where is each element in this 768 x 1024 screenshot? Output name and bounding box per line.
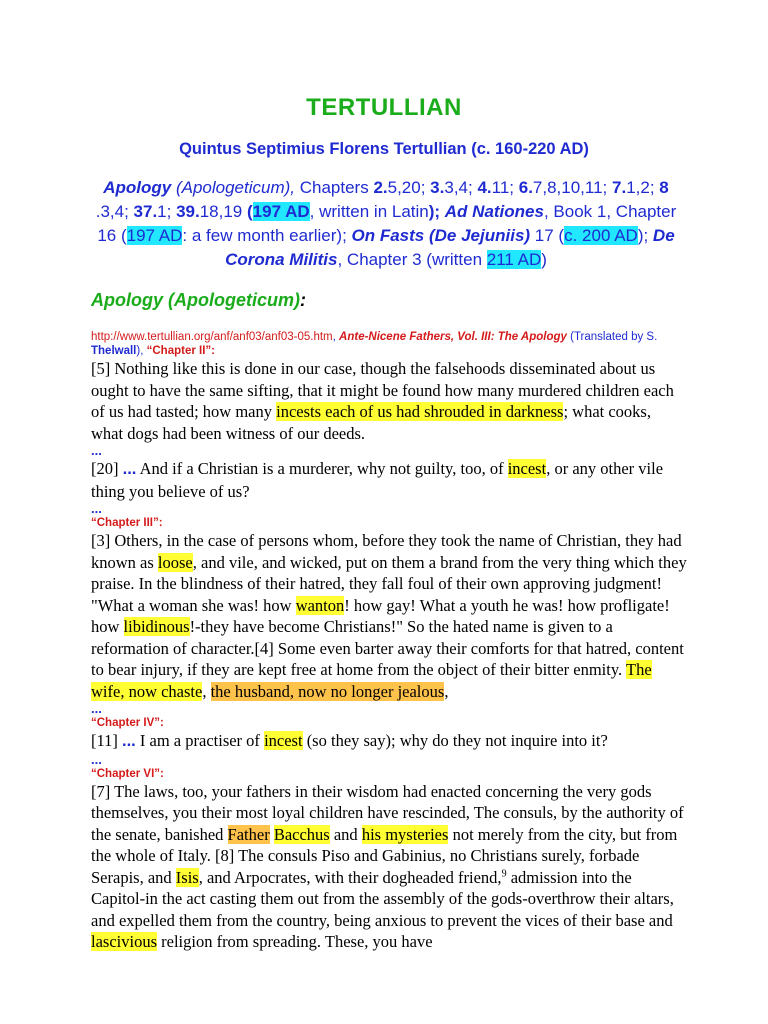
paragraph-ch2-20 xyxy=(91,458,687,502)
references-block xyxy=(86,176,686,272)
text-run: , or any other vile thing you believe of us? xyxy=(91,459,664,501)
highlight-lascivious: lascivious xyxy=(91,932,157,951)
paragraph-ch4 xyxy=(91,730,687,753)
source-translated: (Translated by S. xyxy=(566,331,658,343)
text-run: ; what cooks, what dogs had been witness of our deeds. xyxy=(91,402,651,443)
highlight-father: Father xyxy=(227,824,270,844)
ellipsis: ... xyxy=(91,751,102,767)
source-work: Ante-Nicene Fathers, Vol. III: The Apology xyxy=(339,331,567,343)
ref-corona-chapter: , Chapter 3 (written xyxy=(337,250,487,269)
highlight-loose: loose xyxy=(157,552,193,572)
ref-apology: Apology xyxy=(103,178,172,197)
ellipsis: ... xyxy=(91,701,102,716)
text-run: , and Arpocrates, with their dogheaded friend, xyxy=(198,867,502,887)
ref-ch6: 6. xyxy=(518,178,533,197)
ref-ch8: 8 xyxy=(659,178,669,197)
text-run: (so they say); why do they not inquire into it? xyxy=(302,731,608,750)
section-heading-text: Apology (Apologeticum) xyxy=(91,290,300,310)
source-translator: Thelwall xyxy=(91,345,137,357)
text-run: [5] Nothing like this is done in our case, though the falsehoods disseminated about us ought to have the same sifting, that it might be found how many murdered children each of us had tasted; how many xyxy=(91,359,674,421)
ref-open-paren: ( xyxy=(246,202,253,221)
highlight-incest-2: incest xyxy=(264,731,303,750)
ref-ch8-verses: .3,4; xyxy=(95,202,134,221)
ref-book: , Book 1, Chapter 16 ( xyxy=(97,202,677,245)
ref-ch39-verses: 18,19 xyxy=(199,202,247,221)
ref-ch6-verses: 7,8,10,11; xyxy=(532,178,613,197)
ref-written-latin: , written in Latin xyxy=(309,202,429,221)
text-run: religion from spreading. These, you have xyxy=(157,932,433,951)
ref-date-200-ad: c. 200 AD xyxy=(564,226,638,245)
ellipsis-inline: ... xyxy=(122,732,136,750)
highlight-libidinous: libidinous xyxy=(123,617,190,636)
source-url-link[interactable]: http://www.tertullian.org/anf/anf03/anf03-05.htm xyxy=(91,331,333,343)
ref-ch37-verses: 1; xyxy=(157,202,177,221)
highlight-isis: Isis xyxy=(175,867,199,887)
ref-apologeticum: (Apologeticum), xyxy=(171,178,295,197)
ref-date-211-ad: 211 AD xyxy=(486,250,542,269)
highlight-wife-chaste: The wife, now chaste xyxy=(91,660,652,701)
source-sep: , xyxy=(332,331,340,343)
paragraph-ch3 xyxy=(91,530,687,702)
ref-fasts-chapter: 17 ( xyxy=(530,226,565,245)
chapter-vi-label: “Chapter VI”: xyxy=(91,767,164,780)
text-run: [20] xyxy=(91,459,123,478)
highlight-his-mysteries: his mysteries xyxy=(361,824,449,844)
chapter-iv-label: “Chapter IV”: xyxy=(91,717,164,729)
ref-ch2-verses: 5,20; xyxy=(387,178,431,197)
text-run: And if a Christian is a murderer, why not guilty, too, of xyxy=(136,459,508,478)
ellipsis: ... xyxy=(91,443,102,458)
source-translated-end: ), xyxy=(136,345,147,357)
chapter-iii-label: “Chapter III”: xyxy=(91,517,163,529)
ref-earlier: : a few month earlier); xyxy=(182,226,352,245)
text-run: I am a practiser of xyxy=(135,731,265,750)
highlight-wanton: wanton xyxy=(295,595,345,615)
paragraph-ch2-5 xyxy=(91,358,687,444)
ref-de-corona: De Corona Militis xyxy=(225,226,675,269)
ref-ch7: 7. xyxy=(612,178,627,197)
section-heading-colon: : xyxy=(299,290,306,310)
text-run: and xyxy=(329,824,362,844)
text-run: ! how gay! What a youth he was! how profligate! how xyxy=(91,595,670,636)
ref-close-paren: ); xyxy=(428,202,445,221)
ref-ad-nationes: Ad Nationes xyxy=(444,202,544,221)
footnote-marker: 9 xyxy=(501,868,507,879)
ref-ch37: 37. xyxy=(133,202,158,221)
text-run: !-they have become Christians!" So the hated name is given to a reformation of character.[4] Some even barter away their comforts for that hatred, content to bear injury, if they are kept free at home from the object of their bitter enmity. xyxy=(91,617,684,679)
text-run: admission into the Capitol-in the act casting them out from the assembly of the gods-overthrow their altars, and expelled them from the country, being anxious to prevent the vices of their base and xyxy=(91,867,674,930)
text-run: , xyxy=(202,681,211,701)
ref-chapters-word: Chapters xyxy=(295,178,374,197)
body-text xyxy=(91,358,687,953)
ref-close-2: ); xyxy=(637,226,653,245)
text-run: , xyxy=(444,681,449,701)
ref-on-fasts: On Fasts (De Jejuniis) xyxy=(351,226,531,245)
text-run: [3] Others, in the case of persons whom, before they took the name of Christian, they had known as xyxy=(91,531,682,572)
highlight-bacchus: Bacchus xyxy=(273,824,330,844)
highlight-incests: incests each of us had shrouded in darkness xyxy=(276,402,564,421)
ref-ch4-verses: 11; xyxy=(491,178,519,197)
text-run: , and vile, and wicked, put on them a brand from the very thing which they praise. In the blindness of their hatred, they fall foul of their own approving judgment! "What a woman she was! how xyxy=(91,552,687,615)
ref-ch3: 3. xyxy=(430,178,445,197)
source-citation xyxy=(91,330,691,358)
ellipsis: ... xyxy=(91,501,102,516)
page-title: TERTULLIAN xyxy=(306,94,462,121)
highlight-husband-jealous: the husband, now no longer jealous xyxy=(210,681,445,701)
text-run: [7] The laws, too, your fathers in their wisdom had enacted concerning the very gods themselves, you their most loyal children have rescinded, The consuls, by the authority of the senate, banished xyxy=(91,781,684,844)
ref-ch4: 4. xyxy=(477,178,492,197)
text-run: not merely from the city, but from the whole of Italy. [8] The consuls Piso and Gabinius, no Christians surely, forbade Serapis, and xyxy=(91,824,678,887)
ref-date-197-ad: 197 AD xyxy=(252,202,310,221)
highlight-incest: incest xyxy=(507,459,547,478)
paragraph-ch6 xyxy=(91,781,687,953)
section-heading xyxy=(91,290,306,311)
ellipsis-inline: ... xyxy=(122,460,137,478)
ref-ch39: 39. xyxy=(176,202,200,221)
ref-ch7-verses: 1,2; xyxy=(626,178,660,197)
text-run: [11] xyxy=(91,731,123,750)
source-chapter-ii: “Chapter II”: xyxy=(146,345,215,357)
ref-close-3: ) xyxy=(541,250,547,269)
page-subtitle: Quintus Septimius Florens Tertullian (c. 160-220 AD) xyxy=(179,140,589,158)
ref-ch2: 2. xyxy=(373,178,388,197)
ref-date-197-ad-2: 197 AD xyxy=(126,226,183,245)
ref-ch3-verses: 3,4; xyxy=(444,178,478,197)
